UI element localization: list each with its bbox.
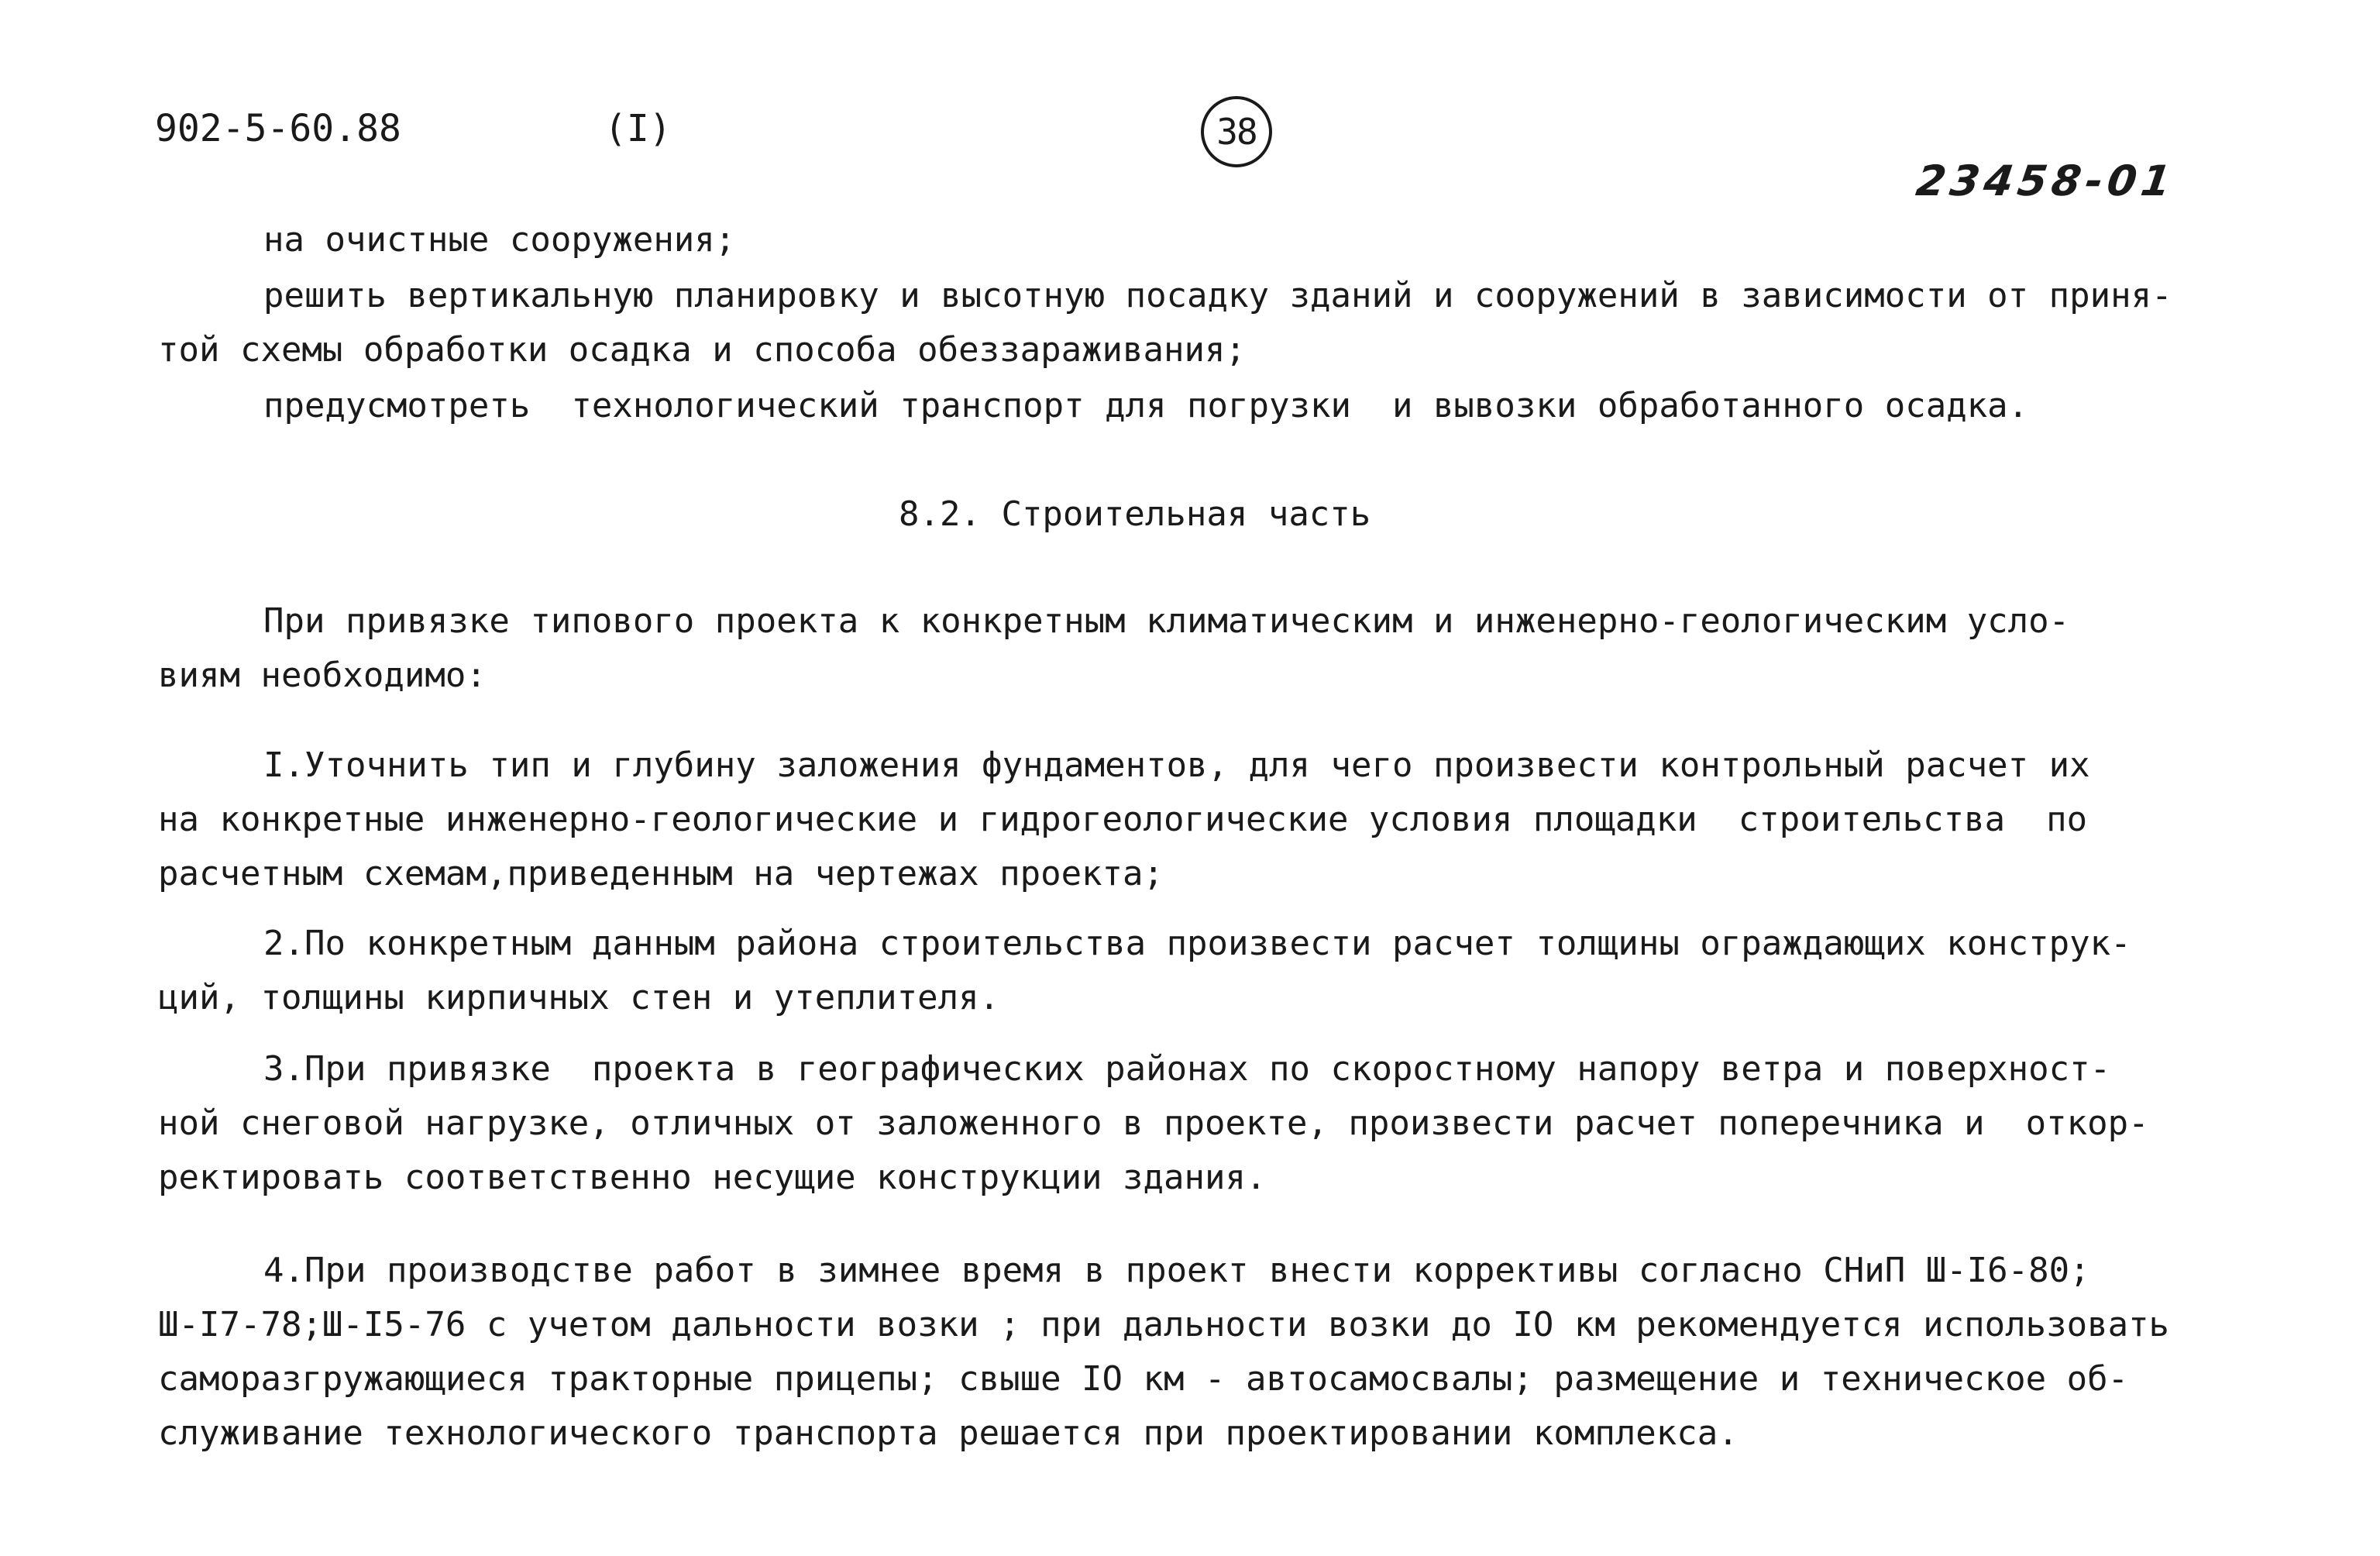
- text-line: виям необходимо:: [158, 656, 487, 695]
- text-line: Ш-I7-78;Ш-I5-76 с учетом дальности возки ; при дальности возки до IO км рекомендуется использовать: [158, 1305, 2170, 1344]
- text-line: саморазгружающиеся тракторные прицепы; свыше IO км - автосамосвалы; размещение и техническое об-: [158, 1359, 2129, 1399]
- text-line: 4.При производстве работ в зимнее время в проект внести коррективы согласно СНиП Ш-I6-80;: [263, 1251, 2090, 1290]
- text-line: При привязке типового проекта к конкретным климатическим и инженерно-геологическим усло-: [263, 601, 2070, 641]
- text-line: решить вертикальную планировку и высотную посадку зданий и сооружений в зависимости от приня-: [263, 276, 2172, 315]
- text-line: расчетным схемам,приведенным на чертежах проекта;: [158, 854, 1164, 893]
- text-line: ной снеговой нагрузке, отличных от заложенного в проекте, произвести расчет поперечника и откор-: [158, 1103, 2149, 1143]
- text-line: на очистные сооружения;: [263, 220, 736, 260]
- text-line: предусмотреть технологический транспорт для погрузки и вывозки обработанного осадка.: [263, 386, 2029, 425]
- text-line: ректировать соответственно несущие конструкции здания.: [158, 1158, 1267, 1197]
- document-code: 902-5-60.88: [155, 107, 401, 150]
- text-line: 2.По конкретным данным района строительства произвести расчет толщины ограждающих конструк-: [263, 924, 2131, 963]
- text-line: той схемы обработки осадка и способа обеззараживания;: [158, 330, 1246, 370]
- text-line: 3.При привязке проекта в географических районах по скоростному напору ветра и поверхност-: [263, 1049, 2111, 1089]
- document-part: (I): [604, 107, 672, 150]
- page-number: 38: [1201, 96, 1272, 167]
- section-heading: 8.2. Строительная часть: [899, 494, 1371, 534]
- text-line: на конкретные инженерно-геологические и гидрогеологические условия площадки строительства по: [158, 800, 2088, 839]
- text-line: ций, толщины кирпичных стен и утеплителя.: [158, 978, 1000, 1017]
- text-line: I.Уточнить тип и глубину заложения фундаментов, для чего произвести контрольный расчет их: [263, 745, 2090, 785]
- text-line: служивание технологического транспорта решается при проектировании комплекса.: [158, 1413, 1739, 1453]
- archive-number: 23458-01: [1913, 157, 2179, 205]
